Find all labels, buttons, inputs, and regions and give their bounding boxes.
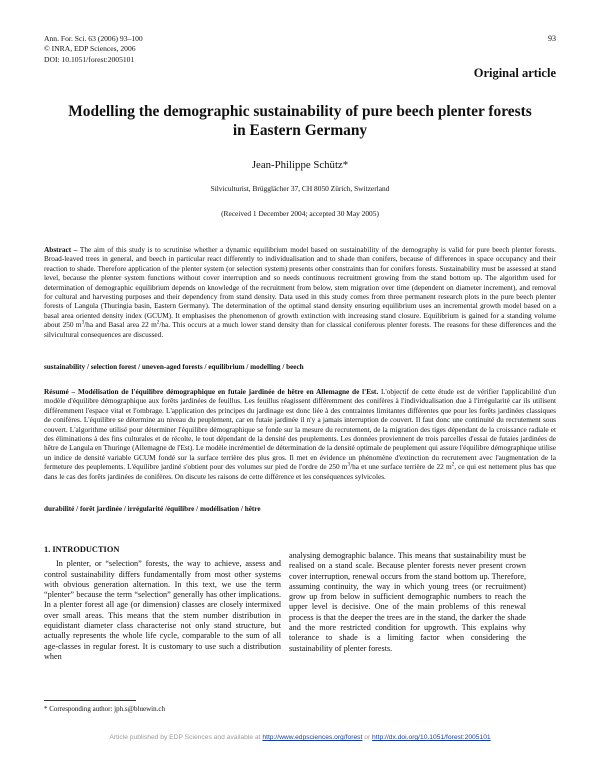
title-line-2: in Eastern Germany [232, 122, 368, 139]
author-affiliation: Silviculturist, Brügglächer 37, CH 8050 Zürich, Switzerland [210, 184, 390, 193]
resume-label: Résumé – Modélisation de l'équilibre démographique en futaie jardinée de hêtre en Allemagne de l'Est. [44, 387, 379, 396]
publisher-footer [0, 734, 600, 741]
journal-citation: Ann. For. Sci. 63 (2006) 93–100 [44, 34, 143, 43]
resume-sup-1: 3 [347, 461, 351, 468]
resume-text-2: /ha et une surface terrière de 22 m [350, 462, 452, 472]
introduction-heading: 1. INTRODUCTION [44, 545, 120, 554]
abstract-label: Abstract – [44, 245, 78, 254]
footer-prefix: Article published by EDP Sciences and available at [109, 734, 263, 741]
introduction-paragraph-left: In plenter, or “selection” forests, the way to achieve, assess and control sustainability differs fundamentally from most other systems with obvious generation alternation. In this text, we use the term “plenter” because the term “selection” generally has other implications. In a plenter forest all age (or dimension) classes are closely intermixed over small areas. This means that the stem number distribution in equidistant diameter class characterise not only stand structure, but actually represents the whole life cycle, comparable to the sum of all age-classes in regular forest. It is customary to use such a distribution when [44, 559, 281, 661]
received-dates: (Received 1 December 2004; accepted 30 May 2005) [221, 209, 379, 218]
abstract-sup-2: 2 [156, 319, 160, 326]
resume-text-3: , ce qui est nettement plus bas que dans le cas des forêts jardinées de conifères. On discute les raisons de cette différence et les conséquences sylvicoles. [44, 462, 556, 481]
introduction-right-column [289, 551, 526, 654]
keywords: sustainability / selection forest / uneven-aged forests / equilibrium / modelling / beech [44, 363, 304, 371]
footnote: * Corresponding author: jph.s@bluewin.ch [44, 705, 165, 713]
footer-middle: or [362, 734, 373, 741]
resume-sup-2: 2 [451, 461, 455, 468]
abstract [44, 245, 556, 339]
abstract-sup-1: 3 [81, 319, 85, 326]
article-title [44, 102, 556, 140]
footer-link-edpsciences[interactable]: http://www.edpsciences.org/forest [262, 734, 363, 741]
mots-cles: durabilité / forêt jardinée / irrégularité /équilibre / modélisation / hêtre [44, 505, 261, 513]
resume-text-1: L'objectif de cette étude est de vérifier l'applicabilité d'un modèle d'équilibre démographique aux forêts jardinées de feuillus. Les feuillus réagissent différemment des conifères à l'individualisation due à l'irrégularité car ils utilisent différemment l'espace vital et l'ombrage. L'application des principes du jardinage est donc liée à des contraintes limitantes différentes que pour les forêts jardinées classiques de conifères. L'équilibre se détermine au niveau du peuplement, car en futaie jardinée il n'y a jamais interruption de couvert. Il faut donc une continuité du recrutement sous couvert. L'algorithme utilisé pour déterminer l'équilibre démographique se fonde sur la mesure du recrutement, de la migration des tiges dépendant de la croissance radiale et des éliminations à des fins culturales et de récolte, le tout dépendant de la densité des peuplements. Les données proviennent de trois parcelles d'essai de futaies jardinées de hêtre de Langula en Thuringe (Allemagne de l'Est). Le modèle incrémentiel de détermination de la densité optimale de peuplement qui assure l'équilibre démographique utilise un indice de densité variable GCUM fondé sur la surface terrière des plus gros. Il met en évidence un phénomène d'extinction du recrutement avec l'augmentation de la fermeture des peuplements. L'équilibre jardiné s'obtient pour des volumes sur pied de l'ordre de 250 m [44, 387, 556, 472]
author-last-name: Schütz [313, 159, 343, 171]
title-line-1: Modelling the demographic sustainability of pure beech plenter forests [68, 103, 532, 120]
abstract-text-1: The aim of this study is to scrutinise whether a dynamic equilibrium model based on sustainability of the demography is valid for pure beech plenter forests. Broad-leaved trees in general, and beech in particular react differently to individualisation and to shade than conifers, because of differences in space occupancy and their reaction to shade. Therefore application of the plenter system (or selection system) presents other constraints than for conifers forests. Sustainability must be assessed at stand level, because the plenter system functions without cover interruption and so needs continuous recruitment growing from the stand bottom up. The algorithm used for determination of demographic equilibrium depends on knowledge of the recruitment from below, stem migration over time (dependent on diameter increment), and removal for cultural and harvesting purposes and their dependency from stand density. Data used in this study comes from three permanent research plots in the pure beech plenter forests of Langula (Thuringia basin, Eastern Germany). The determination of the optimal stand density ensuring equilibrium uses an incremental growth model based on a basal area oriented density index (GCUM). It emphasises the phenomenon of growth extinction with increasing stand closure. Equilibrium is gained for a standing volume about 250 m [44, 245, 556, 330]
article-doi: DOI: 10.1051/forest:2005101 [44, 54, 135, 64]
author-first-name: Jean-Philippe [251, 159, 314, 171]
introduction-left-column [44, 545, 281, 662]
introduction-paragraph-right: analysing demographic balance. This means that sustainability must be realised on a stand scale. Because plenter forests never present crown cover interruption, renewal occurs from the stand bottom up. Therefore, assuming continuity, the way in which young trees (or recruitment) grow up from below in sufficient demographic numbers to reach the upper level is decisive. One of the main problems of this renewal process is that the deeper the trees are in the stand, the darker the shade and the more restricted condition for upgrowth. This explains why tolerance to shade is a limiting factor when considering the sustainability of plenter forests. [289, 551, 526, 653]
author-marker: * [342, 159, 349, 171]
article-type: Original article [473, 66, 556, 80]
footnote-divider [44, 700, 136, 701]
journal-info [44, 34, 143, 65]
footer-link-doi[interactable]: http://dx.doi.org/10.1051/forest:2005101 [372, 734, 491, 741]
publisher-copyright: © INRA, EDP Sciences, 2006 [44, 44, 136, 54]
abstract-text-3: /ha. This occurs at a much lower stand density than for classical coniferous plenter forests. The reasons for these differences and the silvicultural consequences are discussed. [44, 320, 556, 339]
abstract-text-2: /ha and Basal area 22 m [84, 320, 157, 330]
page-number: 93 [548, 34, 556, 43]
resume [44, 387, 556, 481]
author-name [44, 159, 556, 171]
